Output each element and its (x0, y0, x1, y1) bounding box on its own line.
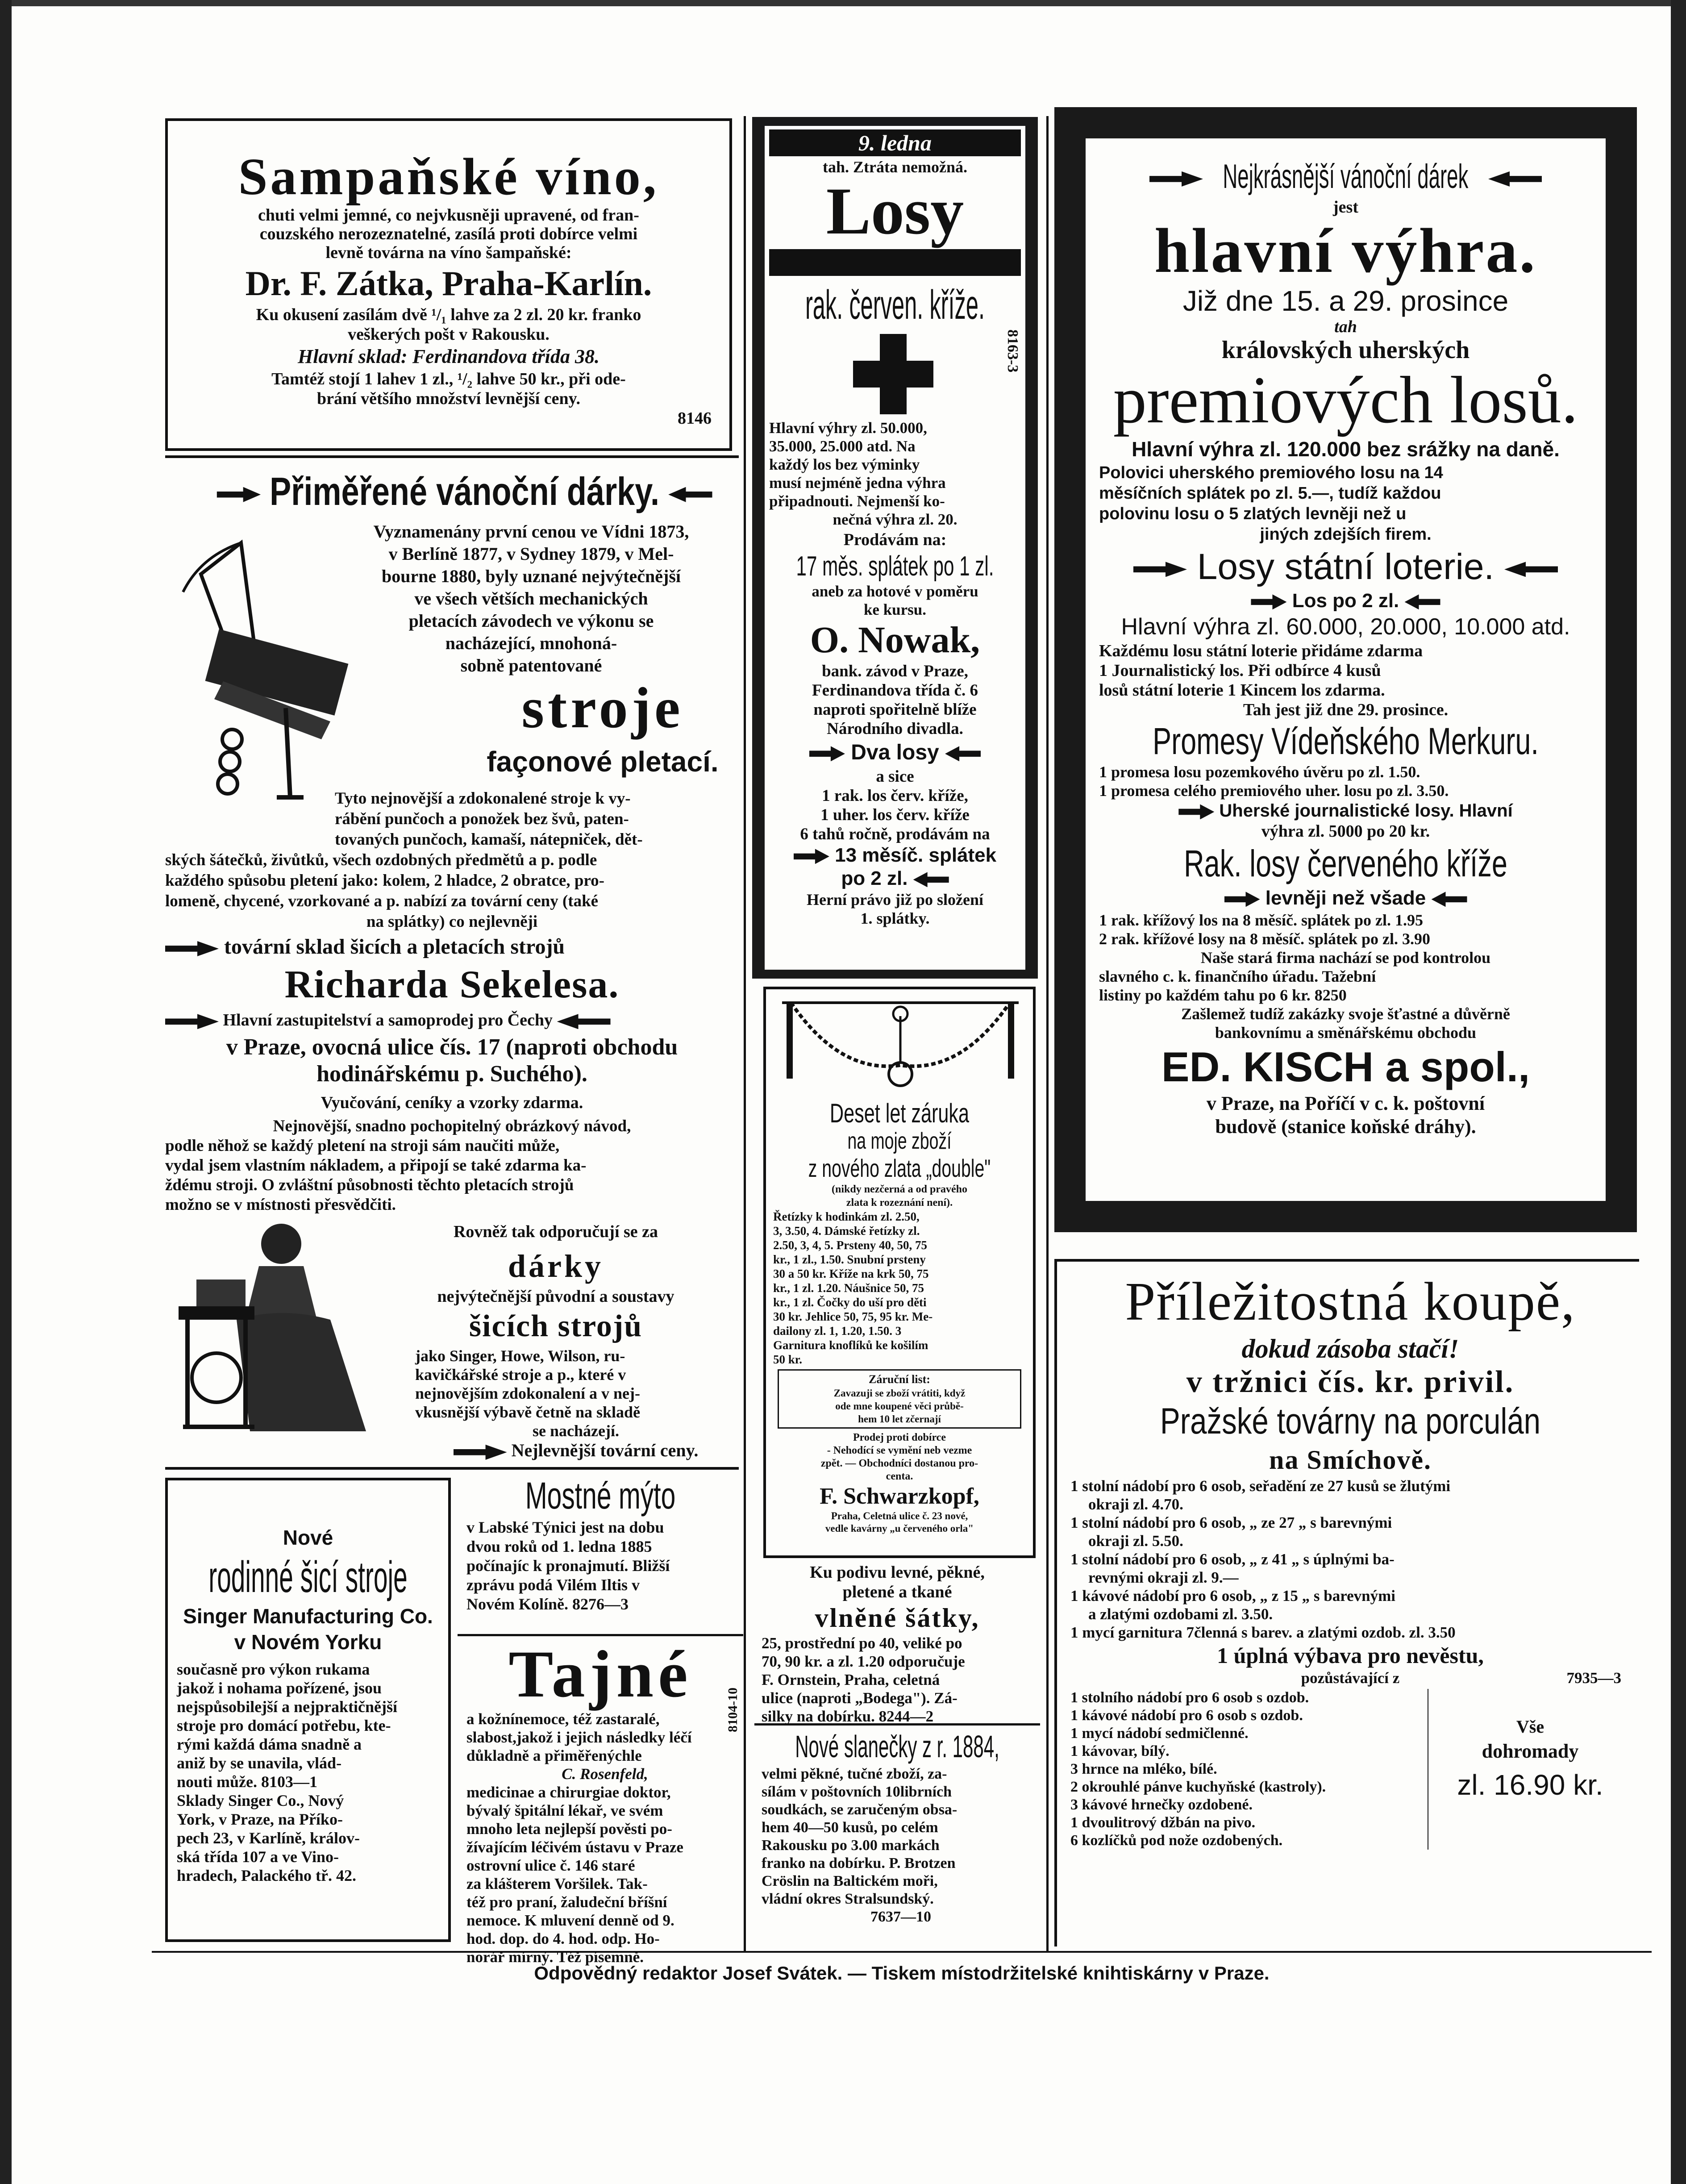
losy-line: 1 uher. los červ. kříže (820, 806, 970, 824)
watch-line: 30 kr. Jehlice 50, 75, 95 kr. Me- (773, 1310, 933, 1323)
porcelain-list-item: 2 okrouhlé pánve kuchyňské (kastroly). (1070, 1779, 1326, 1795)
porcelain-item-price: okraji zl. 5.50. (1088, 1532, 1183, 1550)
tajne-line: a kožnínemoce, též zastaralé, (466, 1710, 660, 1728)
column-rule-1 (744, 116, 746, 1951)
gifts-address-line: hodinářskému p. Suchého). (316, 1061, 587, 1087)
pointing-hand-icon (1405, 594, 1440, 609)
gifts-line: rábění punčoch a ponožek bez švů, paten- (335, 810, 629, 828)
tajne-line: medicinae a chirurgiae doktor, (466, 1784, 671, 1801)
porcelain-item: 1 mycí garnitura 7členná s barev. a zlatými ozdob. zl. 3.50 (1070, 1624, 1456, 1641)
losy-line: Herní právo již po složení (807, 891, 983, 909)
red-cross-icon (853, 334, 933, 414)
singer-line: jakož i nohama pořízené, jsou (177, 1679, 382, 1697)
gifts-line: ždému stroji. O zvláštní působnosti těchto pletacích strojů (165, 1176, 574, 1194)
losy-line: každý los bez výminky (769, 456, 920, 473)
kisch-date: Již dne 15. a 29. prosince (1182, 285, 1509, 317)
gifts-depot: tovární sklad šicích a pletacích strojů (224, 935, 565, 959)
gifts-stroje: stroje (521, 676, 684, 740)
pointing-hand-icon (454, 1445, 507, 1460)
losy-selling: Prodávám na: (843, 530, 947, 549)
losy-line: 1. splátky. (860, 909, 930, 927)
guarantee-line: ode mne koupené věci průbě- (835, 1400, 964, 1412)
porcelain-item: 1 kávové nádobí pro 6 osob, „ z 15 „ s barevnými (1070, 1587, 1395, 1605)
champagne-line: Ku okusení zasílám dvě ¹/₁ lahve za 2 zl. 20 kr. franko (256, 305, 641, 324)
losy-inner (765, 126, 1025, 970)
singer-line: současně pro výkon rukama (177, 1660, 370, 1678)
champagne-line: couzského nerozeznatelné, zasílá proti dobírce velmi (259, 225, 638, 243)
gifts-owner: Richarda Sekelesa. (284, 963, 620, 1006)
watch-line: 2.50, 3, 4, 5. Prsteny 40, 50, 75 (773, 1238, 927, 1252)
mostne-line: Novém Kolíně. 8276—3 (466, 1595, 629, 1613)
watch-line: 3, 3.50, 4. Dámské řetízky zl. (773, 1224, 920, 1238)
watch-line: (nikdy nezčerná a od pravého (831, 1184, 967, 1195)
watch-line: vedle kavárny „u červeného orla" (825, 1523, 974, 1534)
singer-city: v Novém Yorku (234, 1630, 382, 1654)
kisch-firm: ED. KISCH a spol., (1161, 1043, 1530, 1090)
porcelain-list-item: 1 mycí nádobí sedmičlenné. (1070, 1725, 1249, 1742)
losy-line: 35.000, 25.000 atd. Na (769, 438, 916, 455)
kisch-address-line: v Praze, na Poříčí v c. k. poštovní (1206, 1092, 1485, 1114)
herring-line: soudkách, se zaručeným obsa- (762, 1801, 957, 1818)
tajne-title: Tajné (508, 1637, 692, 1711)
gifts-line: se nacházejí. (533, 1422, 619, 1440)
porcelain-list-item: 1 kávovar, bílý. (1070, 1743, 1170, 1759)
mostne-line: dvou roků od 1. ledna 1885 (466, 1538, 652, 1555)
singer-line: ská třída 107 a ve Vino- (177, 1848, 339, 1866)
scan-edge-left (0, 0, 12, 2184)
pointing-hand-icon (1488, 171, 1542, 187)
porcelain-item: 1 stolní nádobí pro 6 osob, „ z 41 „ s úplnými ba- (1070, 1550, 1395, 1568)
column-rule-2 (1046, 116, 1049, 1951)
losy-line: ke kursu. (863, 601, 927, 618)
pointing-hand-icon (809, 746, 845, 761)
watch-line: 50 kr. (773, 1353, 803, 1366)
satky-line: silky na dobírku. 8244—2 (762, 1708, 934, 1725)
losy-line: aneb za hotové v poměru (812, 583, 978, 600)
porcelain-together: dohromady (1482, 1740, 1579, 1762)
watch-line: 30 a 50 kr. Kříže na krk 50, 75 (773, 1267, 929, 1280)
kisch-address-line: budově (stanice koňské dráhy). (1215, 1116, 1476, 1138)
kisch-lottery-ad (1054, 107, 1637, 1232)
gifts-line: každého spůsobu pletení jako: kolem, 2 hladce, 2 obratce, pro- (165, 871, 604, 890)
herring-line: hem 40—50 kusů, po celém (762, 1819, 938, 1836)
mostne-line: počínajíc k pronajmutí. Bližší (466, 1557, 670, 1575)
champagne-line: brání většího množství levnější ceny. (316, 389, 581, 408)
losy-line: Hlavní výhry zl. 50.000, (769, 419, 927, 437)
kisch-line: jiných zdejších firem. (1260, 525, 1432, 544)
singer-line: rými každá dáma snadně a (177, 1735, 362, 1753)
porcelain-sub2: v tržnici čís. kr. privil. (1186, 1365, 1515, 1399)
losy-red-cross-ad (752, 117, 1038, 979)
porcelain-list-item: 1 dvoulitrový džbán na pivo. (1070, 1814, 1256, 1831)
porcelain-factory: Pražské továrny na porculán (1160, 1401, 1541, 1442)
porcelain-item-price: revnými okraji zl. 9.— (1088, 1569, 1239, 1586)
champagne-line: chuti velmi jemné, co nejvkusněji upravené, od fran- (258, 206, 639, 225)
champagne-maker: Dr. F. Zátka, Praha-Karlín. (245, 264, 652, 303)
champagne-ad (165, 118, 732, 451)
tajne-line: mnoho leta nejlepší pověsti po- (466, 1820, 672, 1838)
pointing-hand-icon (1224, 892, 1260, 907)
guarantee-box (778, 1369, 1021, 1429)
singer-line: hradech, Palackého tř. 42. (177, 1867, 356, 1884)
tajne-line: ostrovní ulice č. 146 staré (466, 1857, 635, 1874)
kisch-cheaper: levněji než všade (1265, 887, 1426, 909)
gifts-best: nejvýtečnější původní a soustavy (437, 1287, 674, 1306)
pointing-hand-icon (165, 1014, 219, 1029)
losy-line: 1 rak. los červ. kříže, (822, 787, 968, 805)
watch-line: Řetízky k hodinkám zl. 2.50, (773, 1210, 920, 1223)
champagne-title: Sampaňské víno, (238, 147, 659, 206)
gifts-line: Nejnovější, snadno pochopitelný obrázkový návod, (273, 1117, 631, 1135)
guarantee-line: Záruční list: (869, 1373, 930, 1386)
watch-line: Garnitura knoflíků ke košilím (773, 1338, 928, 1352)
losy-two: Dva losy (851, 741, 939, 764)
porcelain-sub: dokud zásoba stačí! (1241, 1334, 1459, 1363)
kisch-line: 2 rak. křížové losy na 8 měsíč. splátek po zl. 3.90 (1099, 930, 1430, 948)
satky-line: Ku podivu levné, pěkné, (810, 1563, 985, 1582)
porcelain-list-item: 3 hrnce na mléko, bílé. (1070, 1761, 1217, 1777)
gifts-intro-line: sobně patentované (460, 655, 602, 675)
losy-thirteen: 13 měsíč. splátek (835, 844, 997, 866)
losy-rates: 17 měs. splátek po 1 zl. (796, 551, 994, 582)
herring-line: vládní okres Stralsundský. (762, 1891, 934, 1907)
watch-line: - Nehodící se vymění neb vezme (827, 1445, 972, 1456)
singer-line: nouti může. 8103—1 (177, 1773, 317, 1791)
pointing-hand-icon (557, 1014, 611, 1029)
watch-line: kr., 1 zl. Čočky do uší pro děti (773, 1296, 927, 1309)
knitting-machines-ad (165, 455, 739, 1470)
losy-line: a sice (876, 767, 914, 786)
mostne-line: v Labské Týnici jest na dobu (466, 1518, 664, 1536)
gifts-darky: dárky (508, 1248, 604, 1284)
champagne-line: levně továrna na víno šampaňské: (325, 243, 572, 262)
kisch-line: slavného c. k. finančního úřadu. Tažební (1099, 967, 1376, 985)
gifts-line: vkusnější výbavě četně na skladě (415, 1403, 641, 1421)
losy-line: naproti spořitelně blíže (813, 700, 977, 719)
porcelain-title: Příležitostná koupě, (1125, 1271, 1576, 1332)
scarves-ad (754, 1563, 1040, 1726)
pointing-hand-icon (217, 487, 261, 502)
guarantee-line: hem 10 let zčernají (858, 1413, 941, 1425)
pointing-hand-icon (945, 746, 981, 761)
porcelain-place: na Smíchově. (1269, 1445, 1432, 1475)
herring-ad (754, 1728, 1040, 1946)
watch-title: Deset let záruka (829, 1098, 970, 1128)
herring-line: Cröslin na Baltickém moři, (762, 1873, 938, 1889)
tajne-line: hod. dop. do 4. hod. odp. Ho- (466, 1930, 660, 1947)
porcelain-ad (1054, 1259, 1639, 1946)
tajne-line: nemoce. K mluvení denně od 9. (466, 1912, 674, 1929)
porcelain-item: 1 stolní nádobí pro 6 osob, „ ze 27 „ s barevnými (1070, 1514, 1392, 1531)
page-footer: Odpovědný redaktor Josef Svátek. — Tiskem místodržitelské knihtiskárny v Praze. (534, 1963, 1270, 1984)
watch-chain-illustration (773, 994, 1028, 1096)
gifts-intro-line: ve všech větších mechanických (414, 588, 648, 609)
watch-sub: na moje zboží (847, 1128, 952, 1154)
kisch-red: Rak. losy červeného kříže (1184, 842, 1507, 884)
losy-line: Národního divadla. (827, 720, 963, 738)
singer-line: York, v Praze, na Příko- (177, 1810, 343, 1828)
pointing-hand-icon (165, 941, 219, 956)
gifts-title: Přiměřené vánoční dárky. (270, 469, 660, 513)
gifts-line: nejnovějším zdokonalení a v nej- (415, 1384, 640, 1402)
kisch-kral: královských uherských (1221, 336, 1470, 364)
kisch-line: Polovici uherského premiového losu na 14 (1099, 463, 1443, 482)
porcelain-code: 7935—3 (1566, 1669, 1621, 1687)
watch-line: kr., 1 zl., 1.50. Snubní prsteny (773, 1253, 926, 1266)
gifts-address-line: v Praze, ovocná ulice čís. 17 (naproti obchodu (226, 1034, 678, 1060)
gifts-intro-line: Vyznamenány první cenou ve Vídni 1873, (373, 521, 689, 542)
pointing-hand-icon (1432, 892, 1467, 907)
watch-line: zpět. — Obchodníci dostanou pro- (820, 1458, 978, 1469)
gifts-line: kavičkářské stroje a p., které v (415, 1366, 626, 1384)
singer-line: stroje pro domácí potřebu, kte- (177, 1717, 391, 1734)
kisch-statni-price: Los po 2 zl. (1292, 590, 1399, 612)
gifts-teaching: Vyučování, ceníky a vzorky zdarma. (321, 1093, 583, 1112)
tajne-line: C. Rosenfeld, (562, 1765, 648, 1783)
porcelain-list-item: 1 stolního nádobí pro 6 osob s ozdob. (1070, 1689, 1309, 1706)
porcelain-item: 1 stolní nádobí pro 6 osob, seřadění ze 27 kusů se žlutými (1070, 1477, 1451, 1495)
secret-diseases-ad (458, 1637, 743, 1966)
kisch-inner (1086, 138, 1606, 1201)
kisch-premium: premiových losů. (1113, 363, 1578, 437)
herring-line: franko na dobírku. P. Brotzen (762, 1855, 956, 1871)
losy-black-bar (769, 249, 1021, 276)
gifts-faconove: façonové pletací. (487, 746, 719, 778)
singer-ad (165, 1478, 451, 1942)
kisch-line: Naše stará firma nachází se pod kontrolou (1200, 949, 1491, 967)
gifts-also: Rovněž tak odporučují se za (453, 1222, 658, 1241)
satky-line: 25, prostřední po 40, veliké po (762, 1634, 962, 1652)
porcelain-bride: 1 úplná výbava pro nevěstu, (1217, 1643, 1484, 1668)
gifts-sicich: šicích strojů (469, 1309, 643, 1343)
porcelain-item-price: okraji zl. 4.70. (1088, 1496, 1183, 1513)
losy-date: 9. ledna (769, 129, 1021, 156)
kisch-line: 1 rak. křížový los na 8 měsíč. splátek po zl. 1.95 (1099, 911, 1423, 929)
losy-line: nečná výhra zl. 20. (833, 511, 957, 528)
footer-rule (152, 1951, 1652, 1953)
losy-code: 8163-3 (1004, 329, 1021, 373)
champagne-store: Hlavní sklad: Ferdinandova třída 38. (298, 346, 599, 367)
scan-edge-top (0, 0, 1686, 6)
gifts-intro-line: bourne 1880, byly uznané nejvýtečnější (382, 566, 681, 586)
sewing-woman-illustration (170, 1217, 375, 1449)
kisch-line: Každému losu státní loterie přidáme zdarma (1099, 642, 1423, 660)
herring-title: Nové slanečky z r. 1884, (795, 1729, 999, 1764)
gifts-line: Tyto nejnovější a zdokonalené stroje k vy- (335, 789, 631, 808)
singer-company: Singer Manufacturing Co. (183, 1605, 433, 1628)
pointing-hand-icon (668, 487, 712, 502)
kisch-title: Nejkrásnější vánoční dárek (1223, 158, 1469, 196)
gifts-line: lomeně, chycené, vzorkované a p. nabízí za tovární ceny (také (165, 892, 599, 910)
kisch-jest: jest (1333, 198, 1358, 217)
pointing-hand-icon (1149, 171, 1203, 187)
tajne-line: za klášterem Voršilek. Tak- (466, 1875, 648, 1892)
pointing-hand-icon (794, 849, 829, 864)
losy-line: připadnouti. Nejmenší ko- (769, 492, 945, 510)
gifts-line: podle něhož se každý pletení na stroji sám naučiti může, (165, 1137, 560, 1155)
gifts-agency: Hlavní zastupitelství a samoprodej pro Čechy (223, 1011, 553, 1029)
herring-line: 7637—10 (870, 1909, 931, 1925)
watch-line: Prodej proti dobírce (853, 1432, 946, 1443)
herring-line: sílám v poštovních 10librních (762, 1784, 952, 1800)
watch-title2: z nového zlata „double" (808, 1154, 991, 1182)
mostne-line: zprávu podá Vilém Iltis v (466, 1576, 640, 1594)
kisch-line: polovinu losu o 5 zlatých levněji než u (1099, 504, 1407, 523)
losy-line: musí nejméně jedna výhra (769, 474, 946, 492)
pointing-hand-icon (1504, 562, 1558, 577)
tajne-line: důkladně a přiměřenýchle (466, 1747, 642, 1764)
gifts-line: na splátky) co nejlevněji (366, 913, 538, 931)
singer-line: Sklady Singer Co., Nový (177, 1792, 344, 1809)
kisch-line: Zašlemež tudíž zakázky svoje šťastné a důvěrně (1181, 1005, 1510, 1023)
guarantee-line: Zavazuji se zboží vrátiti, když (833, 1388, 966, 1399)
kisch-journal: Uherské journalistické losy. Hlavní (1219, 801, 1513, 821)
satky-title: vlněné šátky, (815, 1603, 980, 1633)
kisch-win1: Hlavní výhra zl. 120.000 bez srážky na daně. (1132, 438, 1560, 461)
kisch-line: měsíčních splátek po zl. 5.—, tudíž každou (1099, 484, 1441, 503)
tajne-line: též pro praní, žaludeční bříšní (466, 1893, 667, 1911)
singer-line: nejspůsobilejší a nejpraktičnější (177, 1698, 398, 1716)
singer-line: aniž by se unavila, vlád- (177, 1754, 342, 1772)
losy-line: bank. závod v Praze, (822, 662, 968, 680)
kisch-main: hlavní výhra. (1154, 215, 1537, 286)
porcelain-item-price: a zlatými ozdobami zl. 3.50. (1088, 1605, 1273, 1623)
knitting-machine-illustration (174, 529, 362, 806)
herring-line: Rakousku po 3.00 markách (762, 1837, 940, 1854)
pointing-hand-icon (1133, 562, 1187, 577)
tajne-code: 8104-10 (725, 1688, 740, 1732)
satky-line: ulice (naproti „Bodega"). Zá- (762, 1689, 957, 1707)
gifts-cheapest: Nejlevnější tovární ceny. (511, 1440, 699, 1460)
gifts-line: jako Singer, Howe, Wilson, ru- (415, 1347, 625, 1365)
porcelain-list-item: 3 kávové hrnečky ozdobené. (1070, 1796, 1253, 1813)
satky-line: F. Ornstein, Praha, celetná (762, 1671, 940, 1688)
gifts-intro-line: v Berlíně 1877, v Sydney 1879, v Mel- (388, 544, 674, 564)
bridge-toll-ad (458, 1473, 743, 1636)
porcelain-all: Vše (1516, 1717, 1544, 1737)
losy-sub: tah. Ztráta nemožná. (823, 158, 967, 176)
losy-line: 6 tahů ročně, prodávám na (800, 825, 990, 843)
gifts-line: možno se v místnosti přesvědčiti. (165, 1196, 396, 1214)
losy-two-zl: po 2 zl. (841, 867, 908, 889)
kisch-line: 1 promesa losu pozemkového úvěru po zl. 1.50. (1099, 763, 1420, 781)
herring-line: velmi pěkné, tučné zboží, za- (762, 1766, 947, 1782)
pointing-hand-icon (1178, 804, 1214, 819)
porcelain-list-item: 1 kávové nádobí pro 6 osob s ozdob. (1070, 1707, 1303, 1724)
watch-seller: F. Schwarzkopf, (820, 1484, 979, 1509)
kisch-line: bankovnímu a směnářskému obchodu (1215, 1024, 1477, 1042)
tajne-line: žívajícím léčivém ústavu v Praze (466, 1838, 683, 1856)
kisch-line: Tah jest již dne 29. prosince. (1243, 700, 1449, 719)
watch-line: dailony zl. 1, 1.20, 1.50. 3 (773, 1324, 902, 1338)
pointing-hand-icon (1251, 594, 1286, 609)
kisch-tah: tah (1334, 317, 1357, 336)
losy-title: Losy (826, 174, 964, 248)
gifts-line: vydal jsem vlastním nákladem, a připojí se také zdarma ka- (165, 1156, 587, 1175)
singer-line: pech 23, v Karlíně, králov- (177, 1829, 360, 1847)
kisch-merkur: Promesy Vídeňského Merkuru. (1153, 720, 1539, 762)
watch-line: kr., 1 zl. 1.20. Náušnice 50, 75 (773, 1281, 924, 1295)
singer-title: rodinné šicí stroje (208, 1552, 408, 1601)
champagne-line: veškerých pošt v Rakousku. (348, 325, 550, 344)
tajne-line: slabost,jakož i jejich následky léčí (466, 1729, 692, 1746)
kisch-line: losů státní loterie 1 Kincem los zdarma. (1099, 681, 1385, 700)
mostne-title: Mostné mýto (525, 1475, 676, 1517)
kisch-journal2: výhra zl. 5000 po 20 kr. (1261, 822, 1430, 841)
kisch-line: 1 promesa celého premiového uher. losu po zl. 3.50. (1099, 782, 1449, 800)
champagne-code: 8146 (678, 409, 712, 428)
losy-subtitle: rak. červen. kříže. (805, 282, 985, 328)
losy-line: Ferdinandova třída č. 6 (812, 681, 978, 700)
gifts-intro-line: nacházející, mnohoná- (445, 633, 617, 653)
satky-line: pletené a tkané (842, 1583, 952, 1601)
scan-edge-right (1671, 0, 1686, 2184)
porcelain-list-item: 6 kozlíčků pod nože ozdobených. (1070, 1832, 1283, 1849)
kisch-line: listiny po každém tahu po 6 kr. 8250 (1099, 986, 1347, 1004)
tajne-line: norář mírný. Též písemně. (466, 1948, 644, 1966)
pointing-hand-icon (913, 872, 949, 887)
champagne-line: Tamtéž stojí 1 lahev 1 zl., ¹/₂ lahve 50 kr., při ode- (271, 370, 626, 388)
satky-line: 70, 90 kr. a zl. 1.20 odporučuje (762, 1653, 965, 1670)
porcelain-bride-sub: pozůstávající z (1301, 1669, 1400, 1687)
watch-line: Praha, Celetná ulice č. 23 nové, (831, 1510, 968, 1521)
watch-line: zlata k rozeznání není). (846, 1197, 953, 1209)
singer-nove: Nové (283, 1526, 333, 1549)
tajne-line: bývalý špitální lékař, ve svém (466, 1802, 663, 1819)
gold-jewelry-ad (763, 987, 1036, 1558)
kisch-line: 1 Journalistický los. Při odbírce 4 kusů (1099, 661, 1381, 680)
gifts-line: ských šátečků, živůtků, všech ozdobných předmětů a p. podle (165, 851, 597, 869)
porcelain-price: zl. 16.90 kr. (1457, 1769, 1603, 1801)
watch-line: centa. (886, 1471, 913, 1482)
gifts-intro-line: pletacích závodech ve výkonu se (408, 611, 654, 631)
kisch-win2: Hlavní výhra zl. 60.000, 20.000, 10.000 atd. (1121, 614, 1570, 640)
losy-bank: O. Nowak, (810, 619, 980, 661)
gifts-line: tovaných punčoch, kamaší, nátepniček, dět- (335, 830, 643, 849)
kisch-statni: Losy státní loterie. (1197, 546, 1495, 587)
